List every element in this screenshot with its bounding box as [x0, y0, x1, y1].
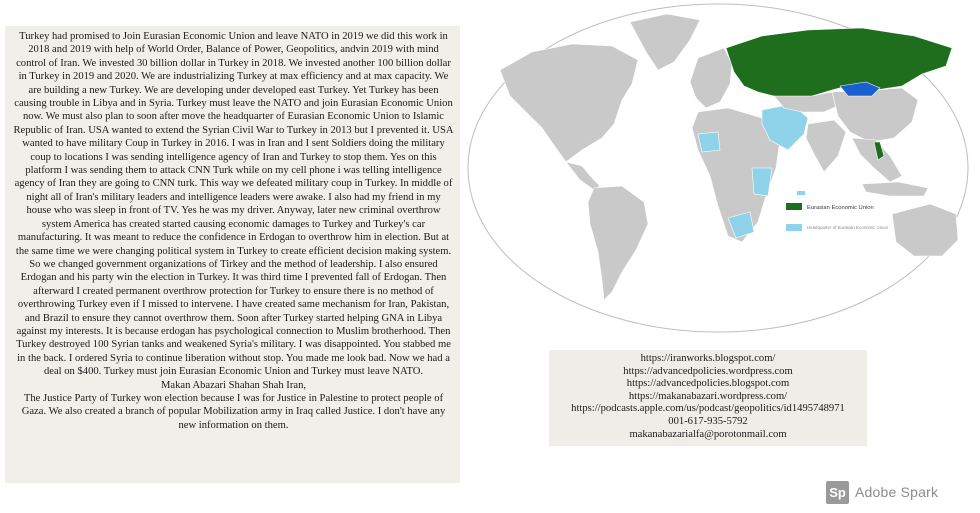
link-advancedpolicies-blogspot[interactable]: https://advancedpolicies.blogspot.com: [626, 378, 790, 390]
adobe-spark-brand: [826, 480, 938, 504]
article-signature: Makan Abazari Shahan Shah Iran,: [160, 379, 307, 391]
legend-swatch-observer: [786, 224, 802, 231]
legend-label-member: Eurasian Economic Union: [807, 205, 874, 211]
contact-links-panel: [549, 350, 867, 446]
link-makanabazari-wordpress[interactable]: https://makanabazari.wordpress.com/: [628, 390, 788, 402]
world-map: [462, 0, 980, 345]
article-paragraph-justice: The Justice Party of Turkey won election because I was for Justice in Palestine to protect people of Gaza. We also created a branch of popular Mobilization army in Iraq called Justice. I don't have any new information on them.: [21, 392, 446, 431]
contact-email[interactable]: makanabazarialfa@porotonmail.com: [629, 428, 787, 440]
region-africa-observer-west: [698, 132, 720, 152]
legend-swatch-member: [786, 203, 802, 210]
legend-label-observer: Headquarter of Eurasian Economic Union: [807, 225, 889, 230]
adobe-spark-name: Adobe Spark: [855, 484, 939, 500]
legend-swatch-small: [797, 191, 805, 195]
adobe-spark-logo-icon: Sp: [826, 481, 849, 504]
contact-phone: 001-617-935-5792: [668, 415, 748, 427]
article-paragraph-main: Turkey had promised to Join Eurasian Economic Union and leave NATO in 2019 we did this work in 2018 and 2019 with help of World Order, Balance of Power, Geopolitics, andvin 2019 with mind control of Iran. We invested 30 billion dollar in Turkey in 2018. We invested another 100 billion dollar in Turkey in 2019 and 2020. We are industrializing Turkey at max efficiency and at max capacity. We are building a new Turkey. We are developing under developed east Turkey. Yet Turkey has been causing trouble in Libya and in Syria. Turkey must leave the NATO and join Eurasian Economic Union now. We must also plan to soon after move the headquarter of Eurasian Economic Union to Islamic Republic of Iran. USA wanted to extend the Syrian Civil War to Turkey in 2013 but I prevented it. USA wanted to have military Coup in Turkey in 2016. I was in Iran and I sent Soldiers doing the military coup to locations I was sending intelligence agency of Iran and Turkey to stop them. Yes on this platform I was sending them to attack CNN Turk while on my cell phone i was telling intelligence agency of Iran they are going to CNN turk. This way we defeated military coup in Turkey. In middle of night all of Iran's military leaders and intelligence leaders were awake. I also had my friend in my house who was sleep in front of TV. Yes he was my driver. Anyway, later new criminal overthrow system America has created started causing economic damages to Turkey and Turkey's car manufacturing. It was meant to reduce the confidence in Erdogan to overthrow him in election. But at the same time we were changing political system in Turkey to create efficient decision making system. So we changed government organizations of Tirkey and the method of leadership. I also ensured Erdogan and his party win the election in Turkey. It was third time I prevented fall of Erdogan. Then afterward I created permanent overthrow protection for Turkey to ensure there is no method of overthrowing Turkey even if I missed to intervene. I have created same mechanism for Iran, Pakistan, and Brazil to ensure they cannot overthrow them. Soon after Turkey started helping GNA in Libya against my interests. It is because erdogan has psychological connection to Muslim brotherhood. Then Turkey destroyed 100 Syrian tanks and weakened Syria's military. I was disappointed. You stabbed me in the back. I ordered Syria to continue liberation without stop. You made me look bad. Now we had a deal on $400. Turkey must join Eurasian Economic Union and Turkey must leave NATO.: [13, 31, 454, 378]
link-advancedpolicies-wordpress[interactable]: https://advancedpolicies.wordpress.com: [623, 365, 793, 377]
link-iranworks[interactable]: https://iranworks.blogspot.com/: [640, 353, 776, 364]
link-apple-podcast[interactable]: https://podcasts.apple.com/us/podcast/geopolitics/id1495748971: [571, 403, 845, 415]
world-map-svg: [462, 0, 980, 345]
article-text-panel: [5, 26, 460, 483]
